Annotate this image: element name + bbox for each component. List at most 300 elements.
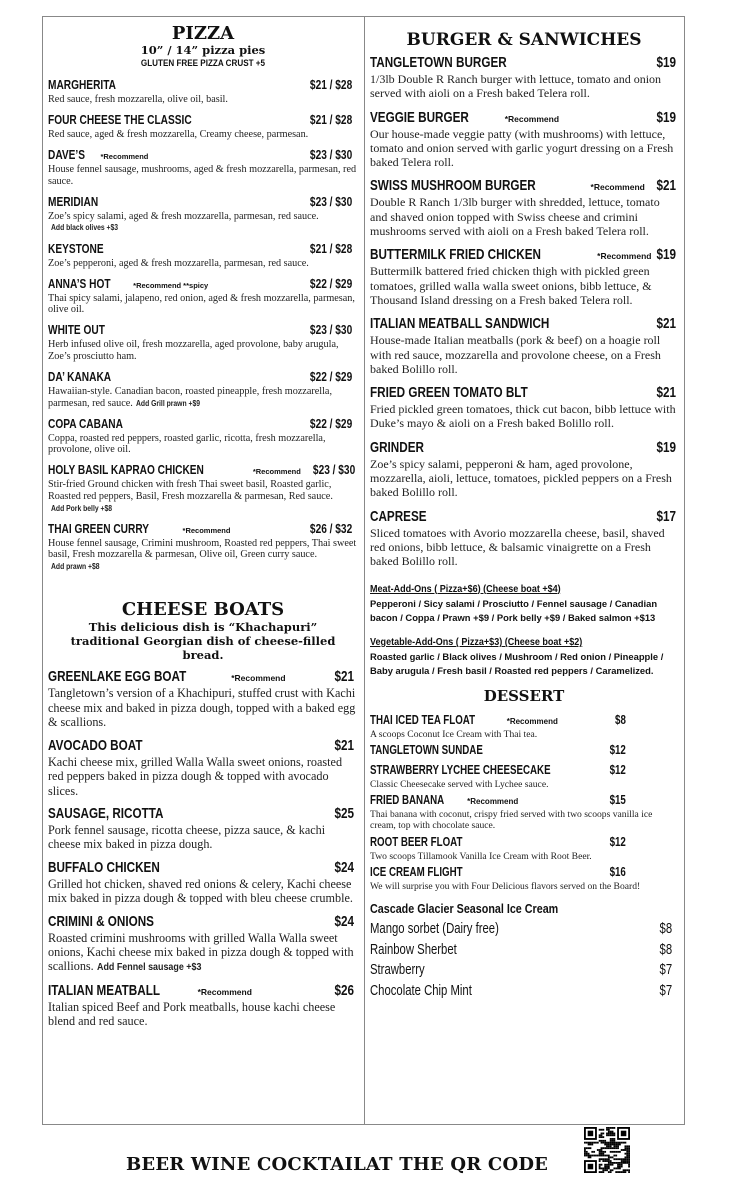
recommend-tag: *Recommend: [504, 113, 560, 124]
item-price: $25: [334, 804, 354, 822]
item-description: [48, 258, 358, 270]
item-description: [370, 195, 678, 238]
item-description-text: Classic Cheesecake served with Lychee sauce.: [370, 778, 549, 790]
item-description: [48, 293, 358, 316]
item-description: [48, 339, 358, 362]
menu-item-header: [370, 246, 678, 264]
item-description-text: Red sauce, aged & fresh mozzarella, Creamy cheese, parmesan.: [48, 129, 309, 141]
cheese-boats-intro: This delicious dish is “Khachapuri” traditional Georgian dish of cheese-filled bread.: [70, 620, 336, 663]
menu-item: [48, 913, 358, 975]
item-name: FOUR CHEESE THE CLASSIC: [48, 112, 192, 128]
menu-item: [48, 461, 358, 514]
ice-cream-price-wrap: [656, 960, 678, 981]
item-price: $22 / $29: [309, 369, 352, 385]
item-price-wrap: [651, 177, 678, 195]
item-name-wrap: [370, 791, 518, 809]
item-description-text: Sliced tomatoes with Avorio mozzarella cheese, basil, shaved red onions, bibb lettuce, & balsamic vinaigrette on a Fresh baked Bolillo roll.: [370, 525, 665, 569]
item-name: VEGGIE BURGER: [370, 108, 469, 126]
item-description-text: Thai banana with coconut, crispy fried served with two scoops vanilla ice cream, top with chocolate sauce.: [370, 809, 653, 832]
item-price-wrap: [298, 275, 358, 293]
item-price: $26 / $32: [309, 520, 352, 536]
recommend-tag: *Recommend: [100, 152, 149, 162]
item-price: $21: [334, 668, 354, 686]
item-name-wrap: [370, 54, 545, 72]
item-name: ICE CREAM FLIGHT: [370, 865, 463, 880]
menu-item: [370, 741, 678, 759]
item-price-wrap: [605, 833, 678, 851]
item-name: STRAWBERRY LYCHEE CHEESECAKE: [370, 762, 551, 777]
item-name: AVOCADO BOAT: [48, 736, 143, 754]
item-description: [48, 164, 358, 187]
item-name-wrap: [48, 982, 252, 1000]
item-name: ITALIAN MEATBALL: [48, 981, 161, 999]
item-price: $23 / $30: [309, 193, 352, 209]
left-column: [48, 16, 358, 1036]
menu-item-header: [370, 439, 678, 457]
item-name: MERIDIAN: [48, 193, 99, 209]
item-name: KEYSTONE: [48, 240, 104, 256]
item-description-text: Stir-fried Ground chicken with fresh Thai sweet basil, Roasted garlic, Roasted red peppers, Basil, Fresh mozzarella & parmesan, Red sauce.: [48, 479, 333, 502]
item-price-wrap: [329, 668, 358, 686]
item-price-wrap: [329, 859, 358, 877]
menu-item: [48, 146, 358, 187]
right-column: [370, 16, 678, 1001]
item-name: DA’ KANAKA: [48, 369, 112, 385]
menu-item: [370, 711, 678, 740]
menu-item-header: [48, 520, 358, 538]
item-addon-note: Add Grill prawn +$9: [135, 398, 200, 408]
item-description: [48, 755, 358, 798]
item-name-wrap: [48, 240, 119, 258]
menu-item-header: [370, 54, 678, 72]
item-price: $19: [656, 246, 677, 264]
item-description: [48, 211, 358, 234]
menu-item-header: [370, 315, 678, 333]
recommend-tag: *Recommend: [467, 797, 519, 807]
item-name: COPA CABANA: [48, 415, 123, 431]
item-name: DAVE’S: [48, 147, 86, 163]
menu-item-header: [48, 146, 358, 164]
ice-cream-name: Mango sorbet (Dairy free): [370, 921, 499, 938]
item-name-wrap: [48, 805, 196, 823]
item-name-wrap: [370, 109, 559, 127]
ice-cream-price: $7: [659, 962, 672, 979]
menu-item: [48, 982, 358, 1029]
menu-item-header: [48, 737, 358, 755]
menu-item: [370, 109, 678, 170]
veg-addons-title: Vegetable-Add-Ons ( Pizza+$3) (Cheese boat +$2): [370, 636, 583, 649]
item-price-wrap: [298, 520, 358, 538]
ice-cream-price: $8: [659, 941, 672, 958]
item-description-text: Double R Ranch 1/3lb burger with shredded, lettuce, tomato and shaved onion topped with Swiss cheese and crimini mushrooms served with aioli on a Fresh baked Telera roll.: [370, 195, 660, 239]
item-name: TANGLETOWN SUNDAE: [370, 743, 483, 758]
item-name: FRIED GREEN TOMATO BLT: [370, 384, 528, 402]
ice-cream-section: [370, 900, 678, 1001]
menu-item: [370, 791, 678, 831]
item-description-text: Italian spiced Beef and Pork meatballs, house kachi cheese blend and red sauce.: [48, 999, 336, 1029]
qr-code-icon[interactable]: [583, 1127, 631, 1173]
item-description-text: Kachi cheese mix, grilled Walla Walla sweet onions, roasted red peppers baked in pizza dough & topped with avocado slices.: [48, 754, 343, 798]
recommend-tag: *Recommend: [182, 525, 231, 535]
menu-item-header: [370, 741, 678, 759]
item-name-wrap: [48, 111, 232, 129]
meat-addons-body: Pepperoni / Sicy salami / Prosciutto / Fennel sausage / Canadian bacon / Coppa / Prawn +$9 / Pork belly +$9 / Baked salmon +$13: [370, 597, 658, 623]
item-name-wrap: [48, 275, 208, 293]
item-price-wrap: [651, 439, 678, 457]
item-price: $26: [334, 981, 354, 999]
item-name: HOLY BASIL KAPRAO CHICKEN: [48, 462, 204, 478]
ice-cream-price: $8: [659, 921, 672, 938]
cheese-boat-list: [48, 668, 358, 1028]
item-price-wrap: [605, 741, 678, 759]
item-price: $21: [656, 384, 676, 402]
item-name-wrap: [48, 859, 191, 877]
item-price-wrap: [605, 791, 678, 809]
item-description-text: Thai spicy salami, jalapeno, red onion, aged & fresh mozzarella, parmesan, olive oil.: [48, 292, 355, 316]
item-description-text: Roasted crimini mushrooms with grilled Walla Walla sweet onions, Kachi cheese mix baked in pizza dough & topped with scallions.: [48, 930, 354, 974]
menu-item-header: [48, 461, 358, 479]
meat-addons-title: Meat-Add-Ons ( Pizza+$6) (Cheese boat +$4): [370, 582, 561, 595]
column-divider: [364, 16, 365, 1125]
item-description: [370, 809, 678, 831]
menu-item-header: [370, 761, 678, 779]
item-price: $12: [609, 743, 626, 758]
item-name: SWISS MUSHROOM BURGER: [370, 177, 536, 195]
item-price: $16: [609, 865, 626, 880]
item-description: [370, 333, 678, 376]
item-price-wrap: [651, 54, 678, 72]
item-description-text: Buttermilk battered fried chicken thigh with pickled green tomatoes, grilled walla walla sweet onions, bibb lettuce, & Thousand Island dressing on a Fresh baked Telera roll.: [370, 264, 652, 307]
item-description-text: Fried pickled green tomatoes, thick cut bacon, bibb lettuce with Duke’s mayo & aioli on a Fresh baked Bolillo roll.: [370, 402, 676, 431]
item-name: FRIED BANANA: [370, 793, 445, 808]
item-name: MARGHERITA: [48, 77, 116, 92]
item-price: $21 / $28: [309, 240, 352, 256]
ice-cream-price-wrap: [656, 940, 678, 961]
item-addon-note: Add Pork belly +$8: [51, 503, 113, 513]
item-description: [370, 127, 678, 170]
item-price: $23 / $30: [309, 147, 352, 163]
veg-addons: [370, 632, 678, 679]
menu-item: [48, 111, 358, 141]
item-price: $23 / $30: [309, 322, 352, 338]
ice-cream-item: [370, 940, 678, 961]
item-name-wrap: [48, 146, 148, 164]
item-price-wrap: [298, 415, 358, 433]
item-price: $12: [609, 834, 626, 849]
pizza-list: [48, 76, 358, 572]
footer-text: BEER WINE COCKTAILAT THE QR CODE: [126, 1154, 549, 1175]
ice-cream-title: Cascade Glacier Seasonal Ice Cream: [370, 902, 559, 917]
item-addon-note: Add black olives +$3: [51, 223, 119, 233]
item-name-wrap: [370, 177, 645, 195]
item-price-wrap: [298, 76, 358, 94]
item-price-wrap: [301, 461, 361, 479]
item-description-text: Zoe’s pepperoni, aged & fresh mozzarella, parmesan, red sauce.: [48, 257, 309, 269]
item-name-wrap: [370, 711, 558, 729]
item-name-wrap: [48, 368, 129, 386]
item-description-text: Zoe’s spicy salami, pepperoni & ham, aged provolone, mozzarella, aioli, lettuce, tomatoes, pickled peppers on a Fresh baked Bolillo roll.: [370, 456, 672, 500]
menu-item-header: [48, 913, 358, 931]
item-addon-note: Add Fennel sausage +$3: [96, 961, 202, 974]
item-name: SAUSAGE, RICOTTA: [48, 804, 164, 822]
item-description: [48, 1000, 358, 1029]
menu-item: [48, 275, 358, 316]
item-name: GRINDER: [370, 438, 424, 456]
item-price: $24: [334, 858, 354, 876]
menu-item: [370, 177, 678, 238]
item-price: $21 / $28: [309, 112, 352, 128]
item-price: $8: [615, 712, 626, 727]
menu-item-header: [48, 368, 358, 386]
item-price-wrap: [329, 737, 358, 755]
menu-item: [48, 859, 358, 906]
ice-cream-name: Rainbow Sherbet: [370, 941, 457, 958]
menu-item: [370, 315, 678, 376]
item-description-text: A scoops Coconut Ice Cream with Thai tea.: [370, 728, 538, 740]
item-description: [370, 72, 678, 101]
item-description-text: House fennel sausage, mushrooms, aged & fresh mozzarella, parmesan, red sauce.: [48, 164, 357, 187]
item-price-wrap: [298, 193, 358, 211]
ice-cream-price-wrap: [656, 981, 678, 1002]
menu-item: [370, 439, 678, 500]
item-name-wrap: [370, 315, 600, 333]
item-price-wrap: [651, 246, 678, 264]
item-addon-note: Add prawn +$8: [51, 561, 100, 571]
recommend-tag: *Recommend: [506, 716, 558, 726]
dessert-title: DESSERT: [483, 686, 565, 705]
item-description: [48, 931, 358, 975]
item-name-wrap: [48, 737, 169, 755]
item-price: $24: [334, 912, 354, 930]
item-description-text: Tangletown’s version of a Khachipuri, stuffed crust with Kachi cheese mix and baked in pizza dough, topped with a baked egg & scallions.: [48, 686, 356, 730]
veg-addons-body: Roasted garlic / Black olives / Mushroom / Red onion / Pineapple / Baby arugula / Fresh basil / Roasted red peppers / Caramelized.: [370, 651, 664, 677]
menu-item-header: [370, 833, 678, 851]
menu-item-header: [48, 859, 358, 877]
item-name-wrap: [48, 520, 230, 538]
recommend-tag: *Recommend: [197, 986, 252, 997]
item-name-wrap: [370, 863, 489, 881]
item-description: [48, 386, 358, 409]
item-description: [370, 729, 678, 740]
menu-item-header: [370, 177, 678, 195]
ice-cream-name-wrap: [370, 940, 481, 961]
item-price: $23 / $30: [312, 462, 355, 478]
dessert-list: [370, 711, 678, 893]
item-price: $21: [656, 177, 676, 195]
menu-item: [48, 520, 358, 573]
item-description: [48, 877, 358, 906]
item-name-wrap: [48, 668, 286, 686]
item-description: [48, 823, 358, 852]
item-price-wrap: [298, 321, 358, 339]
menu-item: [370, 761, 678, 790]
item-name-wrap: [370, 508, 443, 526]
menu-item-header: [48, 668, 358, 686]
item-price: $12: [609, 762, 626, 777]
menu-item: [48, 805, 358, 852]
item-name-wrap: [370, 439, 439, 457]
ice-cream-price-wrap: [656, 919, 678, 940]
menu-item-header: [48, 111, 358, 129]
item-name: CAPRESE: [370, 507, 427, 525]
menu-item-header: [48, 275, 358, 293]
item-price-wrap: [605, 863, 678, 881]
ice-cream-item: [370, 960, 678, 981]
item-description-text: Two scoops Tillamook Vanilla Ice Cream with Root Beer.: [370, 850, 592, 862]
item-name-wrap: [370, 741, 515, 759]
ice-cream-name: Strawberry: [370, 962, 425, 979]
menu-item: [48, 193, 358, 234]
item-description-text: 1/3lb Double R Ranch burger with lettuce, tomato and onion served with aioli on a Fresh baked Telera roll.: [370, 72, 662, 101]
item-price: $19: [656, 438, 676, 456]
item-name: ROOT BEER FLOAT: [370, 834, 463, 849]
burgers-title: BURGER & SANWICHES: [406, 30, 642, 50]
item-description-text: Zoe’s spicy salami, aged & fresh mozzarella, parmesan, red sauce.: [48, 210, 319, 222]
menu-item-header: [48, 193, 358, 211]
recommend-tag: *Recommend: [231, 673, 286, 684]
item-name-wrap: [48, 913, 184, 931]
item-name: THAI ICED TEA FLOAT: [370, 712, 476, 727]
item-description-text: Coppa, roasted red peppers, roasted garlic, ricotta, fresh mozzarella, provolone, olive oil.: [48, 432, 326, 456]
item-description-text: Our house-made veggie patty (with mushrooms) with lettuce, tomato and onion served with garlic yogurt dressing on a Fresh baked Telera roll.: [370, 126, 674, 170]
item-name-wrap: [370, 833, 489, 851]
item-name-wrap: [370, 761, 602, 779]
item-price: $22 / $29: [309, 275, 352, 291]
menu-item: [48, 76, 358, 106]
item-description-text: We will surprise you with Four Delicious flavors served on the Board!: [370, 881, 641, 893]
item-name: TANGLETOWN BURGER: [370, 54, 507, 71]
menu-item: [48, 737, 358, 798]
recommend-tag: *Recommend: [252, 467, 301, 477]
item-description: [48, 686, 358, 729]
menu-item-header: [48, 321, 358, 339]
menu-item: [370, 833, 678, 862]
item-name-wrap: [48, 76, 135, 94]
item-description: [370, 402, 678, 431]
menu-item-header: [48, 982, 358, 1000]
item-description: [48, 94, 358, 106]
item-price-wrap: [329, 982, 358, 1000]
menu-item-header: [370, 109, 678, 127]
item-price-wrap: [298, 146, 358, 164]
ice-cream-list: [370, 919, 678, 1001]
item-price-wrap: [651, 384, 678, 402]
item-description-text: Pork fennel sausage, ricotta cheese, pizza sauce, & kachi cheese mix baked in pizza dough.: [48, 822, 326, 852]
menu-item: [48, 668, 358, 729]
item-description: [48, 538, 358, 573]
item-name: ITALIAN MEATBALL SANDWICH: [370, 315, 550, 333]
menu-item: [370, 384, 678, 431]
item-description: [370, 851, 678, 862]
item-description-text: House-made Italian meatballs (pork & beef) on a hoagie roll with red sauce, mozzarella and provolone cheese, on a Fresh baked Bolillo roll.: [370, 333, 661, 376]
menu-item: [370, 508, 678, 569]
item-description: [48, 479, 358, 514]
item-description-text: Red sauce, fresh mozzarella, olive oil, basil.: [48, 94, 228, 105]
recommend-tag: *Recommend: [597, 251, 652, 262]
item-name-wrap: [48, 321, 121, 339]
item-price: $22 / $29: [309, 415, 352, 431]
pizza-subtitle: 10” / 14” pizza pies: [140, 43, 266, 57]
recommend-tag: *Recommend **spicy: [133, 280, 209, 290]
item-price-wrap: [651, 109, 678, 127]
gluten-free-note: GLUTEN FREE PIZZA CRUST +5: [140, 58, 266, 68]
ice-cream-item: [370, 981, 678, 1002]
item-name: WHITE OUT: [48, 322, 105, 338]
item-name: THAI GREEN CURRY: [48, 520, 150, 536]
item-name-wrap: [370, 384, 572, 402]
item-name-wrap: [48, 461, 301, 479]
item-description: [370, 457, 678, 500]
menu-item: [370, 246, 678, 307]
item-description-text: Herb infused olive oil, fresh mozzarella, aged provolone, baby arugula, Zoe’s prosciutto ham.: [48, 339, 339, 362]
item-price: $15: [609, 793, 626, 808]
menu-item: [370, 863, 678, 892]
item-price-wrap: [298, 111, 358, 129]
item-price-wrap: [329, 805, 358, 823]
menu-item-header: [48, 240, 358, 258]
item-price-wrap: [651, 508, 678, 526]
menu-item: [48, 368, 358, 409]
cheese-boats-title: CHEESE BOATS: [121, 599, 285, 621]
item-name-wrap: [48, 415, 144, 433]
item-description-text: House fennel sausage, Crimini mushroom, Roasted red peppers, Thai sweet basil, Fresh mozzarella & parmesan, Olive oil, Green curry sauce.: [48, 537, 357, 561]
item-name: CRIMINI & ONIONS: [48, 912, 154, 930]
item-price: $21 / $28: [309, 77, 352, 92]
item-description: [370, 779, 678, 790]
menu-item: [48, 240, 358, 270]
menu-item-header: [370, 863, 678, 881]
menu-item: [370, 54, 678, 101]
ice-cream-price: $7: [659, 982, 672, 999]
item-description: [48, 129, 358, 141]
item-name: BUFFALO CHICKEN: [48, 858, 160, 876]
item-description: [48, 433, 358, 456]
menu-item-header: [48, 415, 358, 433]
menu-item: [48, 321, 358, 362]
item-description: [370, 264, 678, 307]
menu-item-header: [370, 384, 678, 402]
item-price: $21: [656, 315, 676, 333]
ice-cream-name: Chocolate Chip Mint: [370, 982, 472, 999]
menu-item-header: [370, 791, 678, 809]
item-price-wrap: [298, 368, 358, 386]
item-price-wrap: [612, 711, 678, 729]
item-name-wrap: [48, 193, 112, 211]
item-name: BUTTERMILK FRIED CHICKEN: [370, 246, 541, 264]
item-price: $19: [656, 108, 676, 126]
ice-cream-item: [370, 919, 678, 940]
item-price-wrap: [298, 240, 358, 258]
item-description: [370, 526, 678, 569]
recommend-tag: *Recommend: [590, 182, 645, 193]
menu-item-header: [48, 76, 358, 94]
item-price: $21: [334, 736, 354, 754]
burger-list: [370, 54, 678, 569]
item-description-text: Hawaiian-style. Canadian bacon, roasted pineapple, fresh mozzarella, parmesan, red sauce.: [48, 386, 332, 409]
ice-cream-name-wrap: [370, 960, 440, 981]
ice-cream-name-wrap: [370, 981, 501, 1002]
menu-item: [48, 415, 358, 456]
menu-item-header: [370, 711, 678, 729]
item-name: ANNA’S HOT: [48, 275, 111, 291]
item-name-wrap: [370, 246, 651, 264]
item-price: $17: [656, 507, 676, 525]
pizza-title: PIZZA: [171, 23, 235, 44]
item-description-text: Grilled hot chicken, shaved red onions & celery, Kachi cheese mix baked in pizza dough & topped with bleu cheese crumble.: [48, 876, 353, 906]
ice-cream-name-wrap: [370, 919, 535, 940]
menu-item-header: [370, 508, 678, 526]
item-name: GREENLAKE EGG BOAT: [48, 668, 187, 686]
